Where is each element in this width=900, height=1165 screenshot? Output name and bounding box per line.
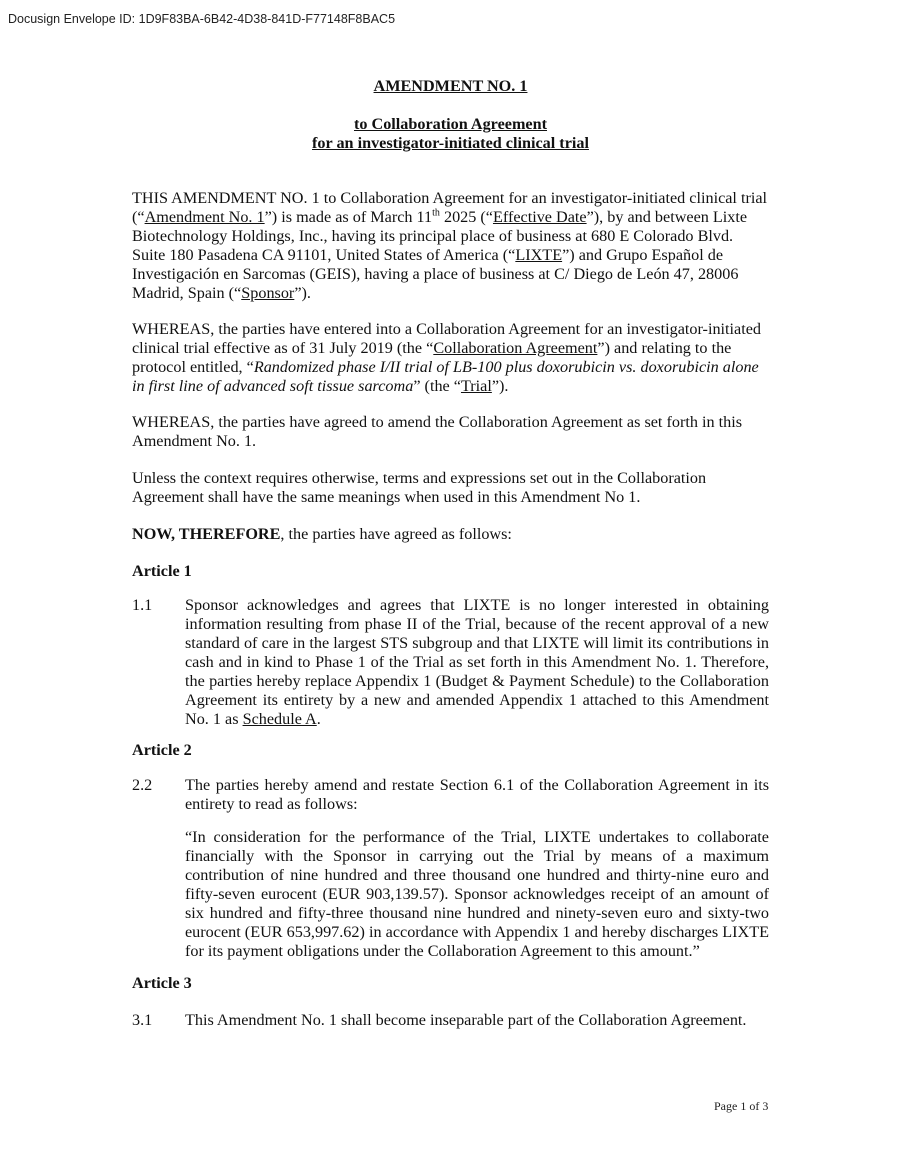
defined-term-effective-date: Effective Date (492, 208, 587, 226)
document-subtitle-line1: to Collaboration Agreement (353, 115, 548, 133)
article-2-heading: Article 2 (132, 741, 192, 759)
whereas-paragraph-2: WHEREAS, the parties have agreed to amend the Collaboration Agreement as set forth in this Amendment No. 1. (132, 413, 743, 450)
envelope-id: Docusign Envelope ID: 1D9F83BA-6B42-4D38-841D-F77148F8BAC5 (8, 12, 396, 26)
clause-2-2-text: The parties hereby amend and restate Section 6.1 of the Collaboration Agreement in its entirety to read as follows: (185, 776, 769, 813)
preamble-paragraph: THIS AMENDMENT NO. 1 to Collaboration Agreement for an investigator-initiated clinical trial (“Amendment No. 1”) is made as of March 11th 2025 (“Effective Date”), by and between Lixte Biotechnology Holdings, Inc., having its principal place of business at 680 E Colorado Blvd. Suite 180 Pasadena CA 91101, United States of America (“LIXTE”) and Grupo Español de Investigación en Sarcomas (GEIS), having a place of business at C/ Diego de León 47, 28006 Madrid, Spain (“Sponsor”). (132, 189, 768, 302)
schedule-a-reference: Schedule A (242, 710, 317, 728)
context-paragraph: Unless the context requires otherwise, terms and expressions set out in the Collaboration Agreement shall have the same meanings when used in this Amendment No 1. (132, 469, 707, 506)
page-number: Page 1 of 3 (714, 1099, 769, 1113)
protocol-title: Randomized phase I/II trial of LB-100 plus doxorubicin vs. doxorubicin alone in first line of advanced soft tissue sarcoma (132, 358, 759, 395)
clause-2-2-number: 2.2 (132, 776, 153, 794)
clause-3-1-number: 3.1 (132, 1011, 153, 1029)
document-subtitle-line2: for an investigator-initiated clinical trial (312, 134, 589, 152)
article-1-heading: Article 1 (132, 562, 192, 580)
defined-term-lixte: LIXTE (515, 246, 563, 264)
clause-2-2-quote: “In consideration for the performance of the Trial, LIXTE undertakes to collaborate financially with the Sponsor in carrying out the Trial by means of a maximum contribution of nine hundred and three thousand one hundred and thirty-nine euro and fifty-seven eurocent (EUR 903,139.57). Sponsor acknowledges receipt of an amount of six hundred and fifty-three thousand nine hundred and ninety-seven euro and sixty-two eurocent (EUR 653,997.62) in accordance with Appendix 1 and hereby discharges LIXTE for its payment obligations under the Collaboration Agreement to this amount.” (185, 828, 769, 960)
clause-1-1-number: 1.1 (132, 596, 153, 614)
defined-term-trial: Trial (460, 377, 492, 395)
clause-3-1-text: This Amendment No. 1 shall become inseparable part of the Collaboration Agreement. (185, 1011, 747, 1029)
defined-term-amendment: Amendment No. 1 (144, 208, 265, 226)
document-title: AMENDMENT NO. 1 (373, 77, 528, 95)
article-3-heading: Article 3 (132, 974, 192, 992)
clause-1-1-text: Sponsor acknowledges and agrees that LIXTE is no longer interested in obtaining information resulting from phase II of the Trial, because of the recent approval of a new standard of care in the largest STS subgroup and that LIXTE will limit its contributions in cash and in kind to Phase 1 of the Trial as set forth in this Amendment No. 1. Therefore, the parties hereby replace Appendix 1 (Budget & Payment Schedule) to the Collaboration Agreement its entirety by a new and amended Appendix 1 attached to this Amendment No. 1 as Schedule A. (185, 596, 769, 728)
defined-term-collaboration-agreement: Collaboration Agreement (433, 339, 598, 357)
therefore-paragraph: NOW, THEREFORE, the parties have agreed as follows: (132, 525, 512, 543)
whereas-paragraph-1: WHEREAS, the parties have entered into a Collaboration Agreement for an investigator-initiated clinical trial effective as of 31 July 2019 (the “Collaboration Agreement”) and relating to the protocol entitled, “Randomized phase I/II trial of LB-100 plus doxorubicin vs. doxorubicin alone in first line of advanced soft tissue sarcoma” (the “Trial”). (132, 320, 761, 395)
defined-term-sponsor: Sponsor (241, 284, 295, 302)
